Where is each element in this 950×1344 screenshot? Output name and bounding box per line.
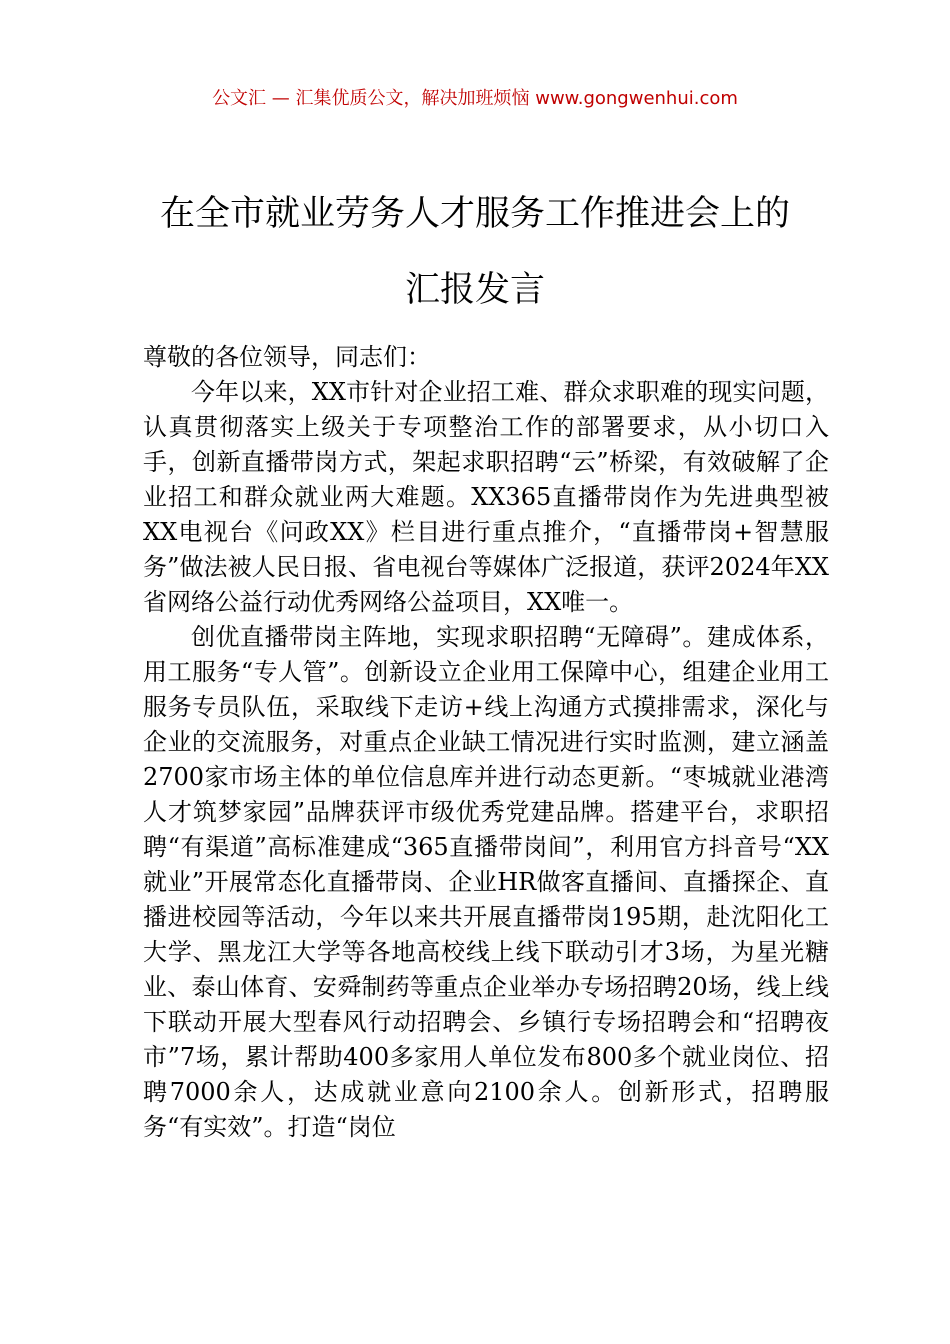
paragraph: 今年以来，XX市针对企业招工难、群众求职难的现实问题，认真贯彻落实上级关于专项整治工作的部署要求，从小切口入手，创新直播带岗方式，架起求职招聘“云”桥梁，有效破解了企业招工和群众就业两大难题。XX365直播带岗作为先进典型被XX电视台《问政XX》栏目进行重点推介，“直播带岗+智慧服务”做法被人民日报、省电视台等媒体广泛报道，获评2024年XX省网络公益行动优秀网络公益项目，XX唯一。 xyxy=(143,378,829,616)
title-line-1: 在全市就业劳务人才服务工作推进会上的 xyxy=(159,194,790,234)
document-title xyxy=(0,176,950,328)
paragraph: 创优直播带岗主阵地，实现求职招聘“无障碍”。建成体系，用工服务“专人管”。创新设立企业用工保障中心，组建企业用工服务专员队伍，采取线下走访+线上沟通方式摸排需求，深化与企业的交流服务，对重点企业缺工情况进行实时监测，建立涵盖2700家市场主体的单位信息库并进行动态更新。“枣城就业港湾 人才筑梦家园”品牌获评市级优秀党建品牌。搭建平台，求职招聘“有渠道”高标准建成“365直播带岗间”，利用官方抖音号“XX就业”开展常态化直播带岗、企业HR做客直播间、直播探企、直播进校园等活动，今年以来共开展直播带岗195期，赴沈阳化工大学、黑龙江大学等各地高校线上线下联动引才3场，为星光糖业、泰山体育、安舜制药等重点企业举办专场招聘20场，线上线下联动开展大型春风行动招聘会、乡镇行专场招聘会和“招聘夜市”7场，累计帮助400多家用人单位发布800多个就业岗位、招聘7000余人，达成就业意向2100余人。创新形式，招聘服务“有实效”。打造“岗位 xyxy=(143,623,829,1141)
salutation: 尊敬的各位领导，同志们： xyxy=(143,343,431,371)
document-body xyxy=(143,340,829,1145)
watermark-header: 公文汇 — 汇集优质公文，解决加班烦恼 www.gongwenhui.com xyxy=(212,88,738,109)
title-line-2: 汇报发言 xyxy=(404,270,545,310)
